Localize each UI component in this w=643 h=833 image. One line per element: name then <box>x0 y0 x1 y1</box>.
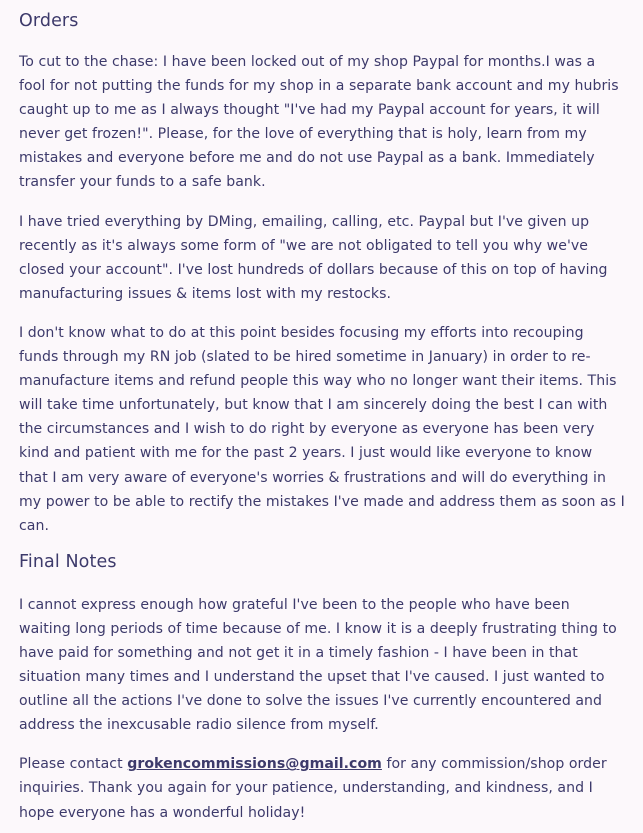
contact-text-after: for any commission/shop order inquiries. Thank you again for your patience, understanding, and kindness, and I hope everyone has a wonderful holiday! <box>19 756 607 821</box>
orders-paragraph-2: I have tried everything by DMing, emailing, calling, etc. Paypal but I've given up recently as it's always some form of "we are not obligated to tell you why we've closed your account". I've lost hundreds of dollars because of this on top of having manufacturing issues & items lost with my restocks. <box>19 213 608 302</box>
email-link[interactable]: grokencommissions@gmail.com <box>127 756 382 773</box>
orders-heading: Orders <box>19 11 79 31</box>
final-notes-paragraph: I cannot express enough how grateful I've been to the people who have been waiting long periods of time because of me. I know it is a deeply frustrating thing to have paid for something and not get it in a timely fashion - I have been in that situation many times and I understand the upset that I've caused. I just wanted to outline all the actions I've done to solve the issues I've currently encountered and address the inexcusable radio silence from myself. <box>19 596 617 734</box>
contact-text-before: Please contact <box>19 756 128 773</box>
orders-paragraph-1: To cut to the chase: I have been locked out of my shop Paypal for months.I was a fool for not putting the funds for my shop in a separate bank account and my hubris caught up to me as I always thought "I've had my Paypal account for years, it will never get frozen!". Please, for the love of everything that is holy, learn from my mistakes and everyone before me and do not use Paypal as a bank. Immediately transfer your funds to a safe bank. <box>19 54 619 191</box>
orders-paragraph-3: I don't know what to do at this point besides focusing my efforts into recouping funds through my RN job (slated to be hired sometime in January) in order to re-manufacture items and refund people this way who no longer want their items. This will take time unfortunately, but know that I am sincerely doing the best I can with the circumstances and I wish to do right by everyone as everyone has been very kind and patient with me for the past 2 years. I just would like everyone to know that I am very aware of everyone's worries & frustrations and will do everything in my power to be able to rectify the mistakes I've made and address them as soon as I can. <box>19 324 625 534</box>
final-notes-heading: Final Notes <box>19 551 117 572</box>
contact-paragraph <box>19 752 625 824</box>
